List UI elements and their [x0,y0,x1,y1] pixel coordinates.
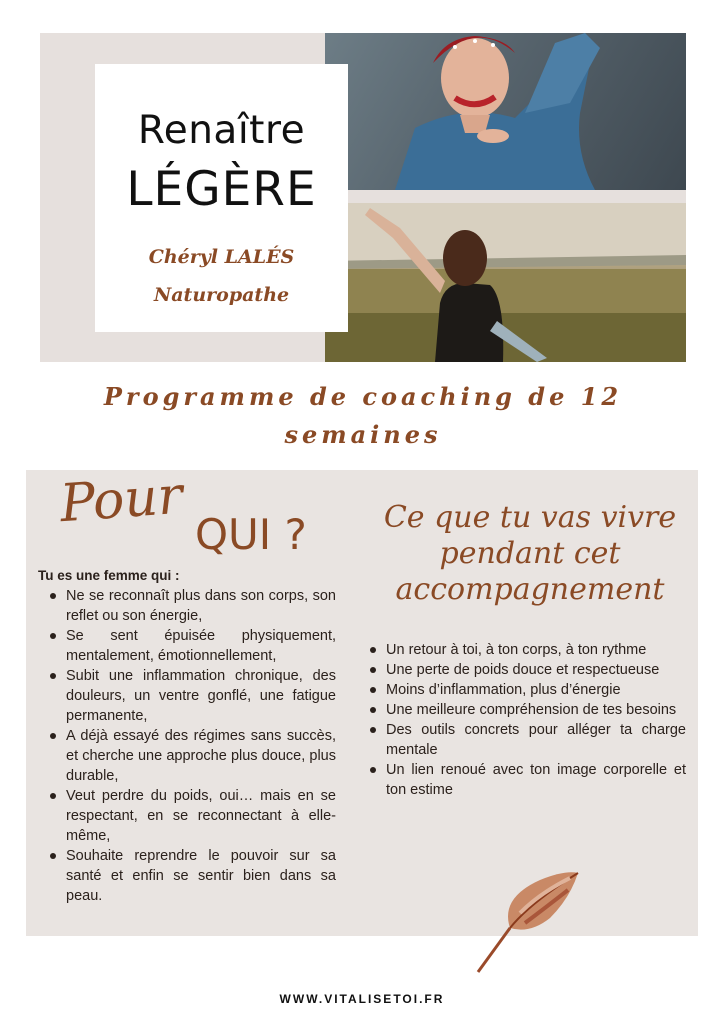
list-item: Moins d’inflammation, plus d’énergie [366,680,686,700]
list-item: Se sent épuisée physiquement, mentalement, émotionnellement, [46,626,336,666]
heading-pour: Pour [58,465,185,535]
list-item: Un lien renoué avec ton image corporelle et ton estime [366,760,686,800]
title-legere: LÉGÈRE [126,162,317,217]
list-item: Subit une inflammation chronique, des douleurs, un ventre gonflé, une fatigue permanente, [46,666,336,726]
list-item: Une meilleure compréhension de tes besoins [366,700,686,720]
heading-qui: QUI ? [195,510,307,559]
photo-woman-flexing [325,33,686,190]
heading-experience: Ce que tu vas vivre pendant cet accompagnement [383,500,677,607]
list-item: Veut perdre du poids, oui… mais en se respectant, en se reconnectant à elle-même, [46,786,336,846]
audience-list [46,586,336,906]
program-title: Programme de coaching de 12 semaines [103,382,623,449]
intro-text: Tu es une femme qui : [38,568,180,583]
feather-icon [470,868,585,978]
list-item: Ne se reconnaît plus dans son corps, son reflet ou son énergie, [46,586,336,626]
benefits-list [366,640,686,800]
author-name: Chéryl LALÉS [148,246,295,268]
website-url: WWW.VITALISETOI.FR [279,992,445,1006]
list-item: Un retour à toi, à ton corps, à ton rythme [366,640,686,660]
title-card [95,64,348,332]
list-item: Des outils concrets pour alléger ta charge mentale [366,720,686,760]
photo-woman-field [325,203,686,362]
list-item: A déjà essayé des régimes sans succès, et cherche une approche plus douce, plus durable, [46,726,336,786]
author-job: Naturopathe [153,284,290,306]
list-item: Une perte de poids douce et respectueuse [366,660,686,680]
list-item: Souhaite reprendre le pouvoir sur sa santé et enfin se sentir bien dans sa peau. [46,846,336,906]
title-renaitre: Renaître [137,108,306,153]
